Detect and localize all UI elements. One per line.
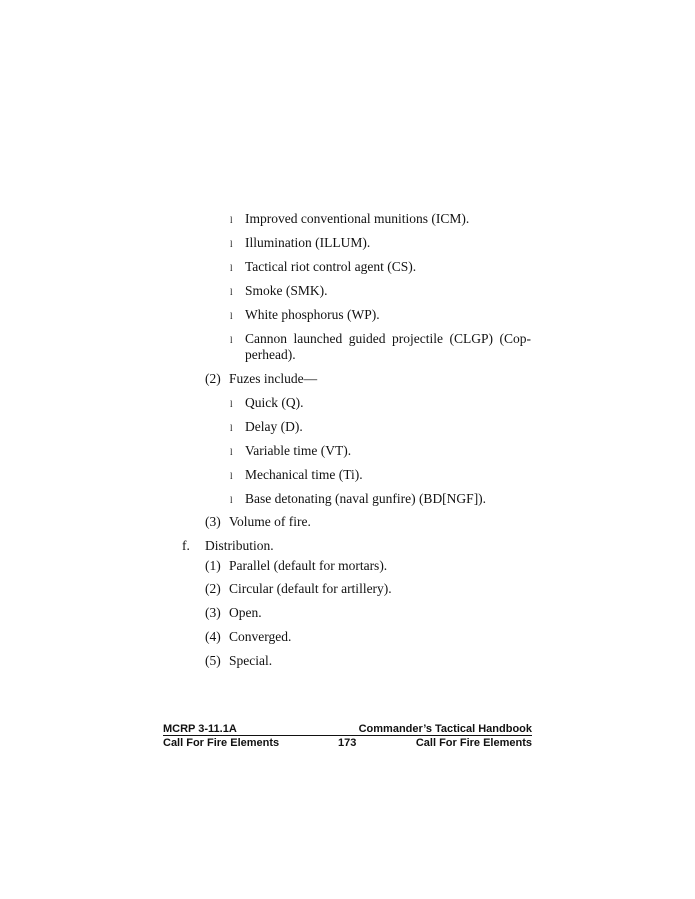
fuze-vt: Variable time (VT). [245,443,352,458]
munition-icm: Improved conventional munitions (ICM). [245,211,470,226]
munition-clgp-line2: perhead). [245,347,296,362]
distribution-converged: Converged. [229,629,292,644]
distribution-open: Open. [229,605,262,620]
distribution-item-number: (3) [205,605,221,620]
bullet-icon: l [230,215,233,225]
fuze-quick: Quick (Q). [245,395,304,410]
bullet-icon: l [230,311,233,321]
bullet-icon: l [230,335,233,345]
fuze-delay: Delay (D). [245,419,303,434]
fuze-ti: Mechanical time (Ti). [245,467,363,482]
footer-section-right: Call For Fire Elements [415,737,532,749]
munition-illum: Illumination (ILLUM). [245,235,371,250]
munition-clgp-line1: Cannon launched guided projectile (CLGP) (Cop- [245,331,531,346]
distribution-item-number: (1) [205,558,221,573]
distribution-letter: f. [182,538,190,553]
munition-wp: White phosphorus (WP). [245,307,380,322]
distribution-item-number: (4) [205,629,221,644]
distribution-item-number: (2) [205,581,221,596]
distribution-heading: Distribution. [205,538,274,553]
footer-divider [163,735,532,736]
bullet-icon: l [230,399,233,409]
volume-of-fire: Volume of fire. [229,514,311,529]
distribution-special: Special. [229,653,273,668]
fuze-bd-ngf: Base detonating (naval gunfire) (BD[NGF]). [245,491,487,506]
footer-section-left: Call For Fire Elements [163,737,280,749]
bullet-icon: l [230,495,233,505]
page-number: 173 [338,737,357,749]
volume-number: (3) [205,514,221,529]
fuzes-heading: Fuzes include— [229,371,318,386]
footer-publication-title: Commander’s Tactical Handbook [358,723,532,735]
distribution-circular: Circular (default for artillery). [229,581,392,596]
bullet-icon: l [230,239,233,249]
footer-publication-id: MCRP 3-11.1A [163,723,237,735]
fuzes-number: (2) [205,371,221,386]
bullet-icon: l [230,423,233,433]
munition-cs: Tactical riot control agent (CS). [245,259,417,274]
bullet-icon: l [230,287,233,297]
bullet-icon: l [230,263,233,273]
distribution-parallel: Parallel (default for mortars). [229,558,388,573]
bullet-icon: l [230,471,233,481]
distribution-item-number: (5) [205,653,221,668]
munition-smk: Smoke (SMK). [245,283,328,298]
bullet-icon: l [230,447,233,457]
